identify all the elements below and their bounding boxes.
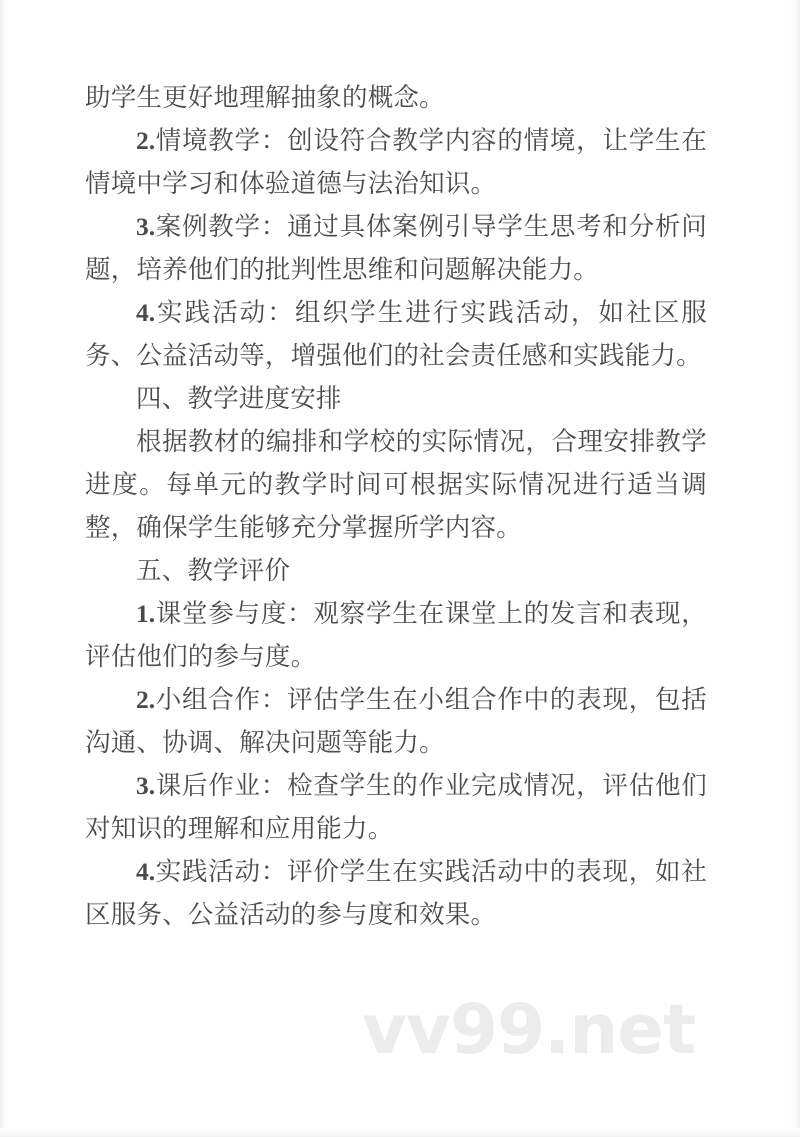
list-number: 3. bbox=[136, 771, 156, 800]
numbered-paragraph-2-evaluation bbox=[85, 678, 707, 764]
paragraph-text: 课堂参与度：观察学生在课堂上的发言和表现，评估他们的参与度。 bbox=[85, 599, 707, 671]
list-number: 1. bbox=[136, 599, 156, 628]
paragraph-continuation bbox=[85, 76, 707, 119]
paragraph-text: 实践活动：组织学生进行实践活动，如社区服务、公益活动等，增强他们的社会责任感和实践能力。 bbox=[85, 298, 707, 370]
section-heading-four: 四、教学进度安排 bbox=[136, 384, 342, 413]
document-text-body bbox=[85, 76, 707, 936]
numbered-paragraph-2-teaching-method bbox=[85, 119, 707, 205]
paragraph-text: 小组合作：评估学生在小组合作中的表现，包括沟通、协调、解决问题等能力。 bbox=[85, 685, 707, 757]
watermark: vv99.net bbox=[362, 990, 696, 1070]
numbered-paragraph-3-teaching-method bbox=[85, 205, 707, 291]
paragraph-text: 助学生更好地理解抽象的概念。 bbox=[85, 83, 445, 112]
numbered-paragraph-3-evaluation bbox=[85, 764, 707, 850]
scan-edge-right bbox=[790, 0, 800, 1137]
paragraph-text: 根据教材的编排和学校的实际情况，合理安排教学进度。每单元的教学时间可根据实际情况进行适当调整，确保学生能够充分掌握所学内容。 bbox=[85, 427, 707, 542]
list-number: 4. bbox=[136, 298, 156, 327]
paragraph-text: 情境教学：创设符合教学内容的情境，让学生在情境中学习和体验道德与法治知识。 bbox=[85, 126, 707, 198]
scan-edge-bottom bbox=[0, 1128, 800, 1137]
list-number: 3. bbox=[136, 212, 156, 241]
paragraph-text: 实践活动：评价学生在实践活动中的表现，如社区服务、公益活动的参与度和效果。 bbox=[85, 857, 707, 929]
section-heading-five: 五、教学评价 bbox=[136, 556, 291, 585]
paragraph-teaching-schedule bbox=[85, 420, 707, 549]
list-number: 2. bbox=[136, 685, 156, 714]
numbered-paragraph-1-evaluation bbox=[85, 592, 707, 678]
paragraph-text: 案例教学：通过具体案例引导学生思考和分析问题，培养他们的批判性思维和问题解决能力。 bbox=[85, 212, 707, 284]
numbered-paragraph-4-teaching-method bbox=[85, 291, 707, 377]
list-number: 4. bbox=[136, 857, 156, 886]
list-number: 2. bbox=[136, 126, 156, 155]
numbered-paragraph-4-evaluation bbox=[85, 850, 707, 936]
paragraph-text: 课后作业：检查学生的作业完成情况，评估他们对知识的理解和应用能力。 bbox=[85, 771, 707, 843]
scan-edge-left bbox=[0, 0, 7, 1137]
